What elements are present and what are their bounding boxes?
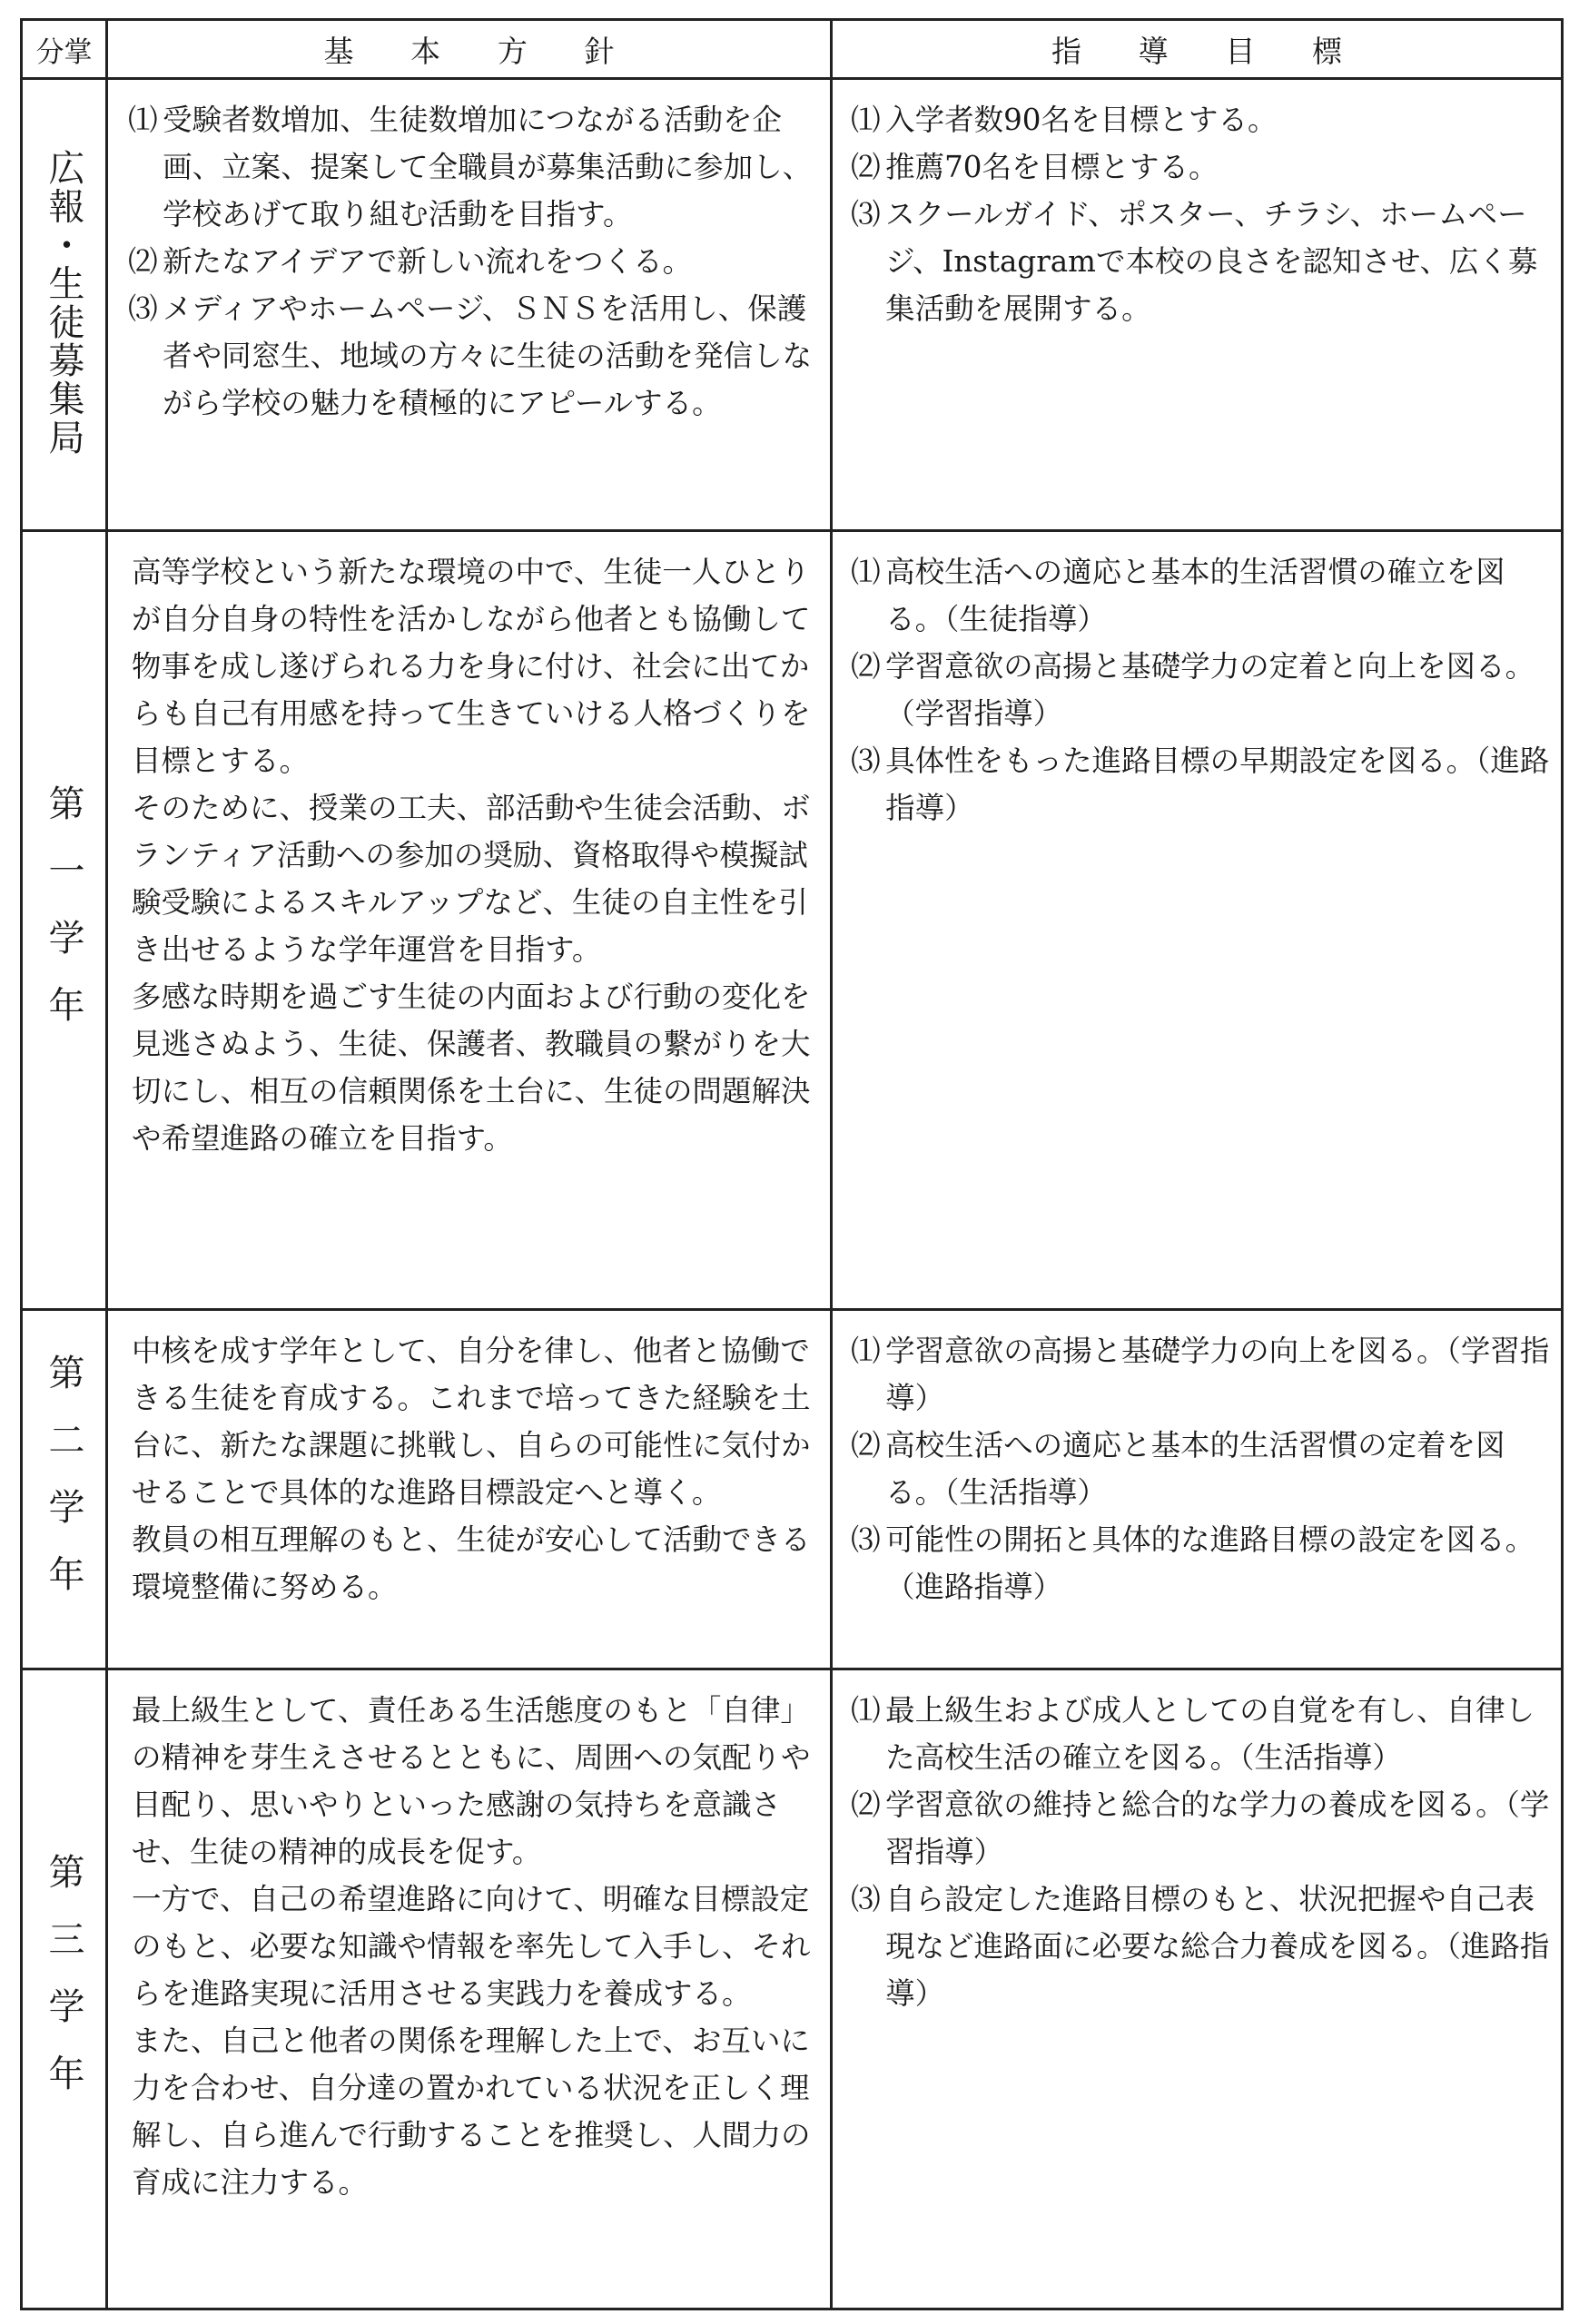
goal-item: ⑵ 高校生活への適応と基本的生活習慣の定着を図る。（生活指導） bbox=[851, 1428, 1505, 1510]
table-row-grade2 bbox=[22, 1310, 1563, 1669]
category-cell bbox=[22, 1669, 107, 2309]
table-row-grade3 bbox=[22, 1669, 1563, 2309]
goal-item: ⑶ スクールガイド、ポスター、チラシ、ホームページ、Instagramで本校の良さを認知させ、広く募集活動を展開する。 bbox=[851, 197, 1538, 326]
header-basic-policy: 基本方針 bbox=[107, 20, 832, 79]
goal-item: ⑴ 入学者数90名を目標とする。 bbox=[851, 103, 1278, 137]
goal-item: ⑵ 学習意欲の維持と総合的な学力の養成を図る。（学習指導） bbox=[851, 1787, 1550, 1869]
basic-policy-cell bbox=[107, 79, 832, 531]
header-guidance-goals: 指導目標 bbox=[832, 20, 1563, 79]
policy-paragraph: また、自己と他者の関係を理解した上で、お互いに力を合わせ、自分達の置かれている状況を正しく理解し、自ら進んで行動することを推奨し、人間力の育成に注力する。 bbox=[132, 2024, 811, 2200]
goal-item: ⑴ 高校生活への適応と基本的生活習慣の確立を図る。（生徒指導） bbox=[851, 555, 1505, 636]
policy-paragraph: 最上級生として、責任ある生活態度のもと「自律」の精神を芽生えさせるとともに、周囲への気配りや目配り、思いやりといった感謝の気持ちを意識させ、生徒の精神的成長を促す。 bbox=[132, 1693, 811, 1869]
category-label: 広報・生徒募集局 bbox=[43, 148, 84, 458]
guidance-goals-cell bbox=[832, 1310, 1563, 1669]
guidance-goals-cell bbox=[832, 1669, 1563, 2309]
category-label: 第一学年 bbox=[43, 783, 84, 1053]
goal-item: ⑵ 推薦70名を目標とする。 bbox=[851, 150, 1219, 184]
policy-paragraph: 多感な時期を過ごす生徒の内面および行動の変化を見逃さぬよう、生徒、保護者、教職員の繋がりを大切にし、相互の信頼関係を土台に、生徒の問題解決や希望進路の確立を目指す。 bbox=[132, 980, 811, 1156]
policy-paragraph: 一方で、自己の希望進路に向けて、明確な目標設定のもと、必要な知識や情報を率先して入手し、それらを進路実現に活用させる実践力を養成する。 bbox=[132, 1882, 811, 2011]
policy-paragraph: 教員の相互理解のもと、生徒が安心して活動できる環境整備に努める。 bbox=[132, 1522, 811, 1604]
goal-item: ⑶ 可能性の開拓と具体的な進路目標の設定を図る。（進路指導） bbox=[851, 1522, 1535, 1604]
goal-item: ⑶ 具体性をもった進路目標の早期設定を図る。（進路指導） bbox=[851, 743, 1550, 825]
goal-item: ⑵ 学習意欲の高揚と基礎学力の定着と向上を図る。（学習指導） bbox=[851, 649, 1535, 731]
goal-item: ⑴ 最上級生および成人としての自覚を有し、自律した高校生活の確立を図る。（生活指導） bbox=[851, 1693, 1535, 1775]
table-row-pr bbox=[22, 79, 1563, 531]
policy-table bbox=[20, 18, 1564, 2310]
basic-policy-cell bbox=[107, 1669, 832, 2309]
category-cell bbox=[22, 1310, 107, 1669]
guidance-goals-cell bbox=[832, 531, 1563, 1310]
policy-item: ⑶ メディアやホームページ、ＳＮＳを活用し、保護者や同窓生、地域の方々に生徒の活動を発信しながら学校の魅力を積極的にアピールする。 bbox=[128, 291, 813, 420]
goal-item: ⑶ 自ら設定した進路目標のもと、状況把握や自己表現など進路面に必要な総合力養成を図る。（進路指導） bbox=[851, 1882, 1550, 2011]
header-category: 分掌 bbox=[22, 20, 107, 79]
header-row bbox=[22, 20, 1563, 79]
policy-paragraph: そのために、授業の工夫、部活動や生徒会活動、ボランティア活動への参加の奨励、資格取得や模擬試験受験によるスキルアップなど、生徒の自主性を引き出せるような学年運営を目指す。 bbox=[132, 791, 811, 967]
guidance-goals-cell bbox=[832, 79, 1563, 531]
policy-paragraph: 中核を成す学年として、自分を律し、他者と協働できる生徒を育成する。これまで培ってきた経験を土台に、新たな課題に挑戦し、自らの可能性に気付かせることで具体的な進路目標設定へと導く。 bbox=[132, 1334, 811, 1510]
category-cell bbox=[22, 531, 107, 1310]
basic-policy-cell bbox=[107, 531, 832, 1310]
category-label: 第二学年 bbox=[43, 1353, 84, 1622]
policy-item: ⑵ 新たなアイデアで新しい流れをつくる。 bbox=[128, 244, 693, 279]
table-row-grade1 bbox=[22, 531, 1563, 1310]
category-cell bbox=[22, 79, 107, 531]
policy-paragraph: 高等学校という新たな環境の中で、生徒一人ひとりが自分自身の特性を活かしながら他者とも協働して物事を成し遂げられる力を身に付け、社会に出てからも自己有用感を持って生きていける人格づくりを目標とする。 bbox=[132, 555, 811, 778]
basic-policy-cell bbox=[107, 1310, 832, 1669]
category-label: 第三学年 bbox=[43, 1853, 84, 2122]
goal-item: ⑴ 学習意欲の高揚と基礎学力の向上を図る。（学習指導） bbox=[851, 1334, 1550, 1415]
policy-item: ⑴ 受験者数増加、生徒数増加につながる活動を企画、立案、提案して全職員が募集活動に参加し、学校あげて取り組む活動を目指す。 bbox=[128, 103, 813, 231]
